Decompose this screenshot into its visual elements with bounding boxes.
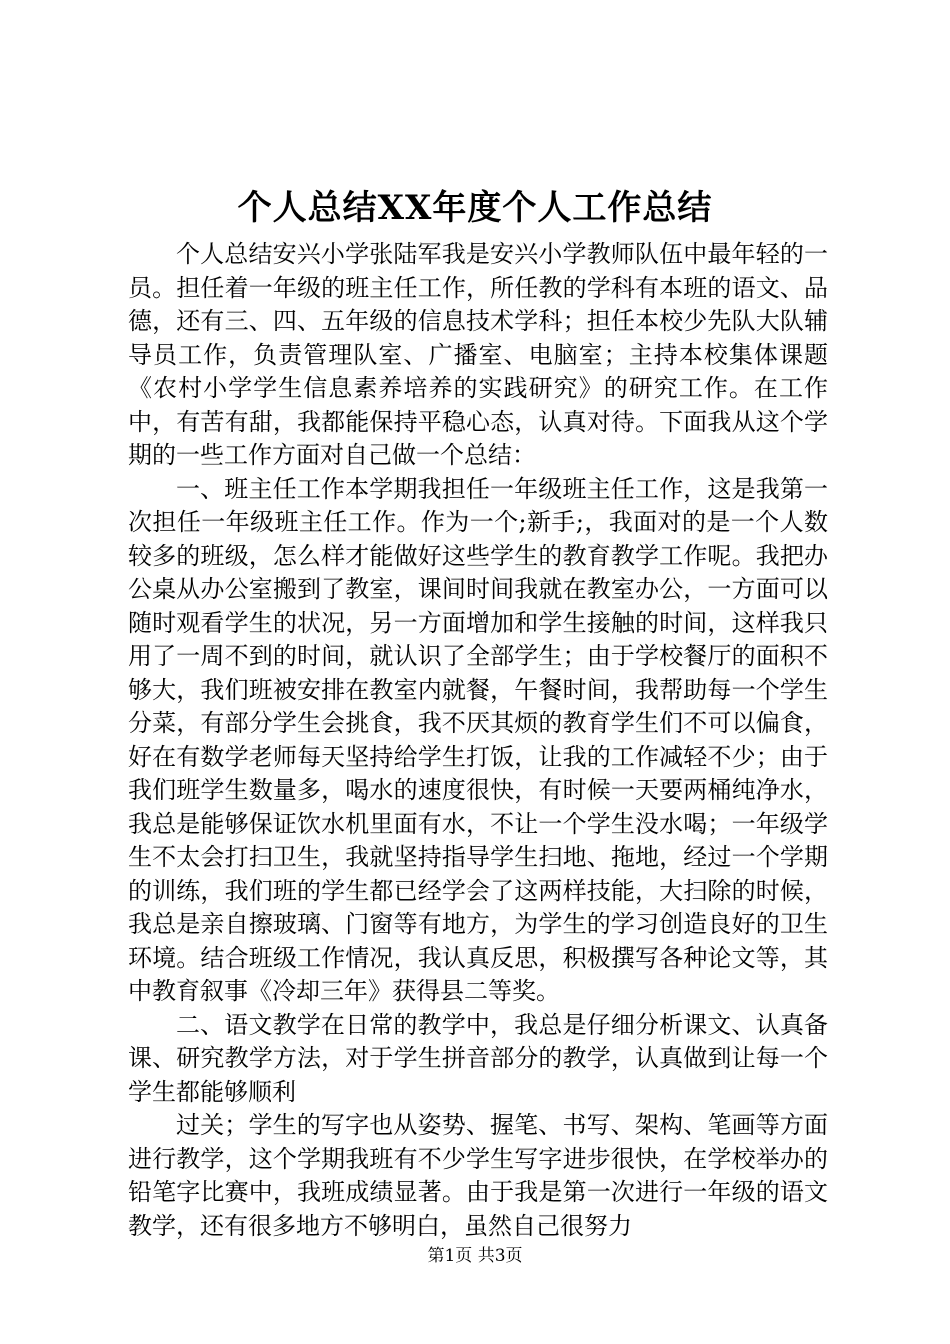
document-body [128,238,828,1243]
page-footer: 第1页 共3页 [427,1246,523,1266]
paragraph-writing-practice: 过关；学生的写字也从姿势、握笔、书写、架构、笔画等方面进行教学，这个学期我班有不少学生写字进步很快，在学校举办的铅笔字比赛中，我班成绩显著。由于我是第一次进行一年级的语文教学，还有很多地方不够明白，虽然自己很努力 [128,1111,828,1240]
paragraph-intro: 个人总结安兴小学张陆军我是安兴小学教师队伍中最年轻的一员。担任着一年级的班主任工作，所任教的学科有本班的语文、品德，还有三、四、五年级的信息技术学科；担任本校少先队大队辅导员工作，负责管理队室、广播室、电脑室；主持本校集体课题《农村小学学生信息素养培养的实践研究》的研究工作。在工作中，有苦有甜，我都能保持平稳心态，认真对待。下面我从这个学期的一些工作方面对自己做一个总结： [128,240,828,469]
paragraph-chinese-teaching: 二、语文教学在日常的教学中，我总是仔细分析课文、认真备课、研究教学方法，对于学生拼音部分的教学，认真做到让每一个学生都能够顺利 [128,1010,828,1106]
document-title: 个人总结XX年度个人工作总结 [237,188,713,228]
paragraph-class-teacher-work: 一、班主任工作本学期我担任一年级班主任工作，这是我第一次担任一年级班主任工作。作为一个;新手;，我面对的是一个人数较多的班级，怎么样才能做好这些学生的教育教学工作呢。我把办公桌从办公室搬到了教室，课间时间我就在教室办公，一方面可以随时观看学生的状况，另一方面增加和学生接触的时间，这样我只用了一周不到的时间，就认识了全部学生；由于学校餐厅的面积不够大，我们班被安排在教室内就餐，午餐时间，我帮助每一个学生分菜，有部分学生会挑食，我不厌其烦的教育学生们不可以偏食，好在有数学老师每天坚持给学生打饭，让我的工作减轻不少；由于我们班学生数量多，喝水的速度很快，有时候一天要两桶纯净水，我总是能够保证饮水机里面有水，不让一个学生没水喝；一年级学生不太会打扫卫生，我就坚持指导学生扫地、拖地，经过一个学期的训练，我们班的学生都已经学会了这两样技能，大扫除的时候，我总是亲自擦玻璃、门窗等有地方，为学生的学习创造良好的卫生环境。结合班级工作情况，我认真反思，积极撰写各种论文等，其中教育叙事《冷却三年》获得县二等奖。 [128,474,828,1005]
